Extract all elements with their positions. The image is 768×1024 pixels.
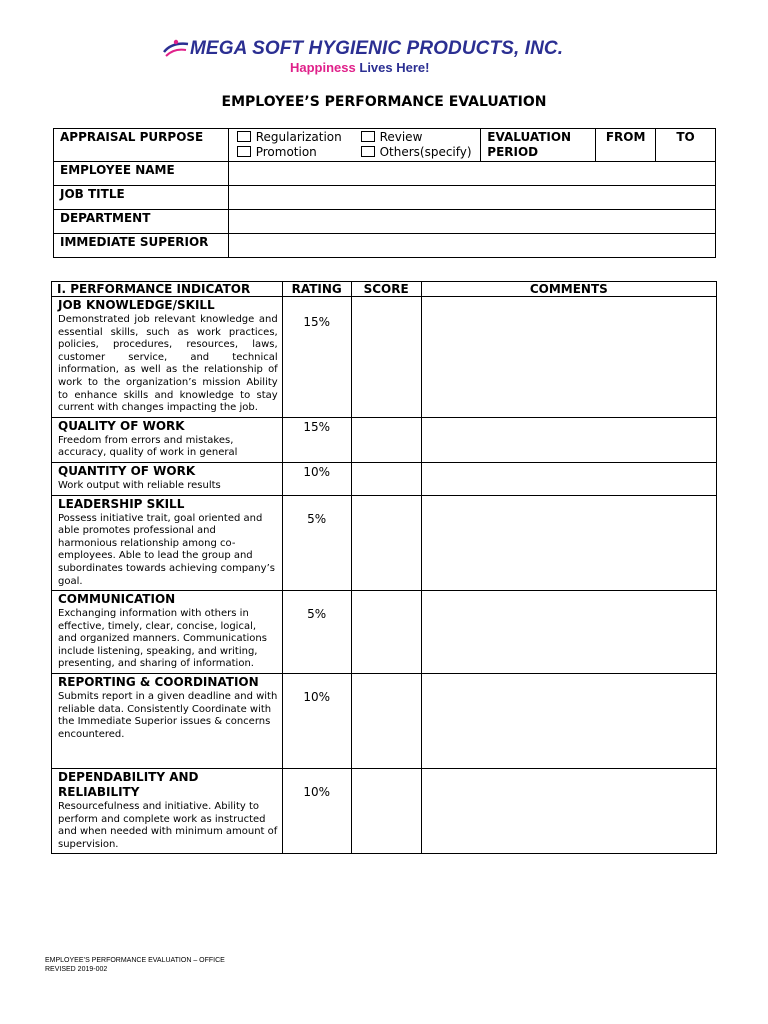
score-cell[interactable]: [351, 495, 421, 591]
table-row: [52, 591, 717, 674]
checkbox-promotion[interactable]: [237, 146, 251, 157]
performance-table: [51, 281, 717, 854]
rating-cell: 15%: [282, 297, 351, 418]
indicator-title: LEADERSHIP SKILL: [58, 496, 185, 511]
indicator-cell: [52, 591, 283, 674]
comments-header: COMMENTS: [421, 282, 716, 297]
comments-cell[interactable]: [421, 769, 716, 854]
indicator-cell: [52, 417, 283, 462]
indicator-cell: [52, 495, 283, 591]
checkbox-review[interactable]: [361, 131, 375, 142]
footer-form-name: EMPLOYEE’S PERFORMANCE EVALUATION – OFFICE: [45, 957, 225, 964]
comments-cell[interactable]: [421, 591, 716, 674]
checkbox-regularization[interactable]: [237, 131, 251, 142]
employee-info-table: [53, 128, 716, 258]
employee-name-field[interactable]: [228, 162, 715, 186]
from-label: FROM: [605, 130, 646, 144]
score-cell[interactable]: [351, 674, 421, 769]
score-header: SCORE: [351, 282, 421, 297]
immediate-superior-field[interactable]: [228, 234, 715, 258]
indicator-description: Freedom from errors and mistakes, accuracy, quality of work in general: [58, 434, 238, 459]
indicator-title: REPORTING & COORDINATION: [58, 675, 259, 690]
score-cell[interactable]: [351, 769, 421, 854]
indicator-title: QUALITY OF WORK: [58, 418, 185, 433]
department-field[interactable]: [228, 210, 715, 234]
rating-cell: 10%: [282, 674, 351, 769]
department-label: DEPARTMENT: [54, 210, 229, 234]
indicator-title: QUANTITY OF WORK: [58, 463, 196, 478]
indicator-cell: [52, 297, 283, 418]
indicator-header: I. PERFORMANCE INDICATOR: [52, 282, 283, 297]
to-label: TO: [676, 130, 695, 144]
table-row: [52, 297, 717, 418]
evaluation-period-label: EVALUATION PERIOD: [481, 129, 596, 162]
comments-cell[interactable]: [421, 495, 716, 591]
appraisal-purpose-label: APPRAISAL PURPOSE: [54, 129, 229, 162]
rating-cell: 15%: [282, 417, 351, 462]
company-tagline: [290, 60, 429, 75]
table-row: [52, 417, 717, 462]
comments-cell[interactable]: [421, 417, 716, 462]
indicator-description: Work output with reliable results: [58, 479, 221, 491]
rating-cell: 5%: [282, 495, 351, 591]
swoosh-icon: [162, 38, 192, 60]
footer-revision: REVISED 2019-002: [45, 966, 108, 973]
rating-cell: 5%: [282, 591, 351, 674]
company-logo: [162, 36, 582, 78]
checkbox-others[interactable]: [361, 146, 375, 157]
job-title-label: JOB TITLE: [54, 186, 229, 210]
indicator-description: Possess initiative trait, goal oriented and able promotes professional and harmonious relationship among co-employees. Able to lead the group and subordinates towards achieving company’s goal.: [58, 512, 275, 587]
indicator-title: JOB KNOWLEDGE/SKILL: [58, 298, 215, 312]
from-date-field[interactable]: [596, 129, 656, 162]
indicator-description: Submits report in a given deadline and with reliable data. Consistently Coordinate with the Immediate Superior issues & concerns encountered.: [58, 691, 278, 740]
comments-cell[interactable]: [421, 674, 716, 769]
rating-cell: 10%: [282, 769, 351, 854]
document-title: EMPLOYEE’S PERFORMANCE EVALUATION: [221, 94, 547, 110]
company-name: MEGA SOFT HYGIENIC PRODUCTS, INC.: [190, 38, 564, 59]
score-cell[interactable]: [351, 462, 421, 495]
indicator-description: Exchanging information with others in effective, timely, clear, concise, logical, and organized manners. Communications include listening, speaking, and writing, presenting, and sharing of information.: [58, 608, 267, 670]
comments-cell[interactable]: [421, 297, 716, 418]
score-cell[interactable]: [351, 417, 421, 462]
score-cell[interactable]: [351, 591, 421, 674]
employee-name-label: EMPLOYEE NAME: [54, 162, 229, 186]
to-date-field[interactable]: [656, 129, 716, 162]
page-footer: [45, 956, 225, 974]
indicator-title: COMMUNICATION: [58, 592, 176, 607]
table-row: [52, 674, 717, 769]
indicator-cell: [52, 674, 283, 769]
appraisal-purpose-options: [228, 129, 481, 162]
table-row: [52, 462, 717, 495]
option-promotion[interactable]: Promotion: [237, 145, 357, 160]
indicator-title: DEPENDABILITY AND RELIABILITY: [58, 770, 199, 800]
rating-cell: 10%: [282, 462, 351, 495]
indicator-description: Resourcefulness and initiative. Ability to perform and complete work as instructed and when needed with minimum amount of supervision.: [58, 801, 278, 850]
immediate-superior-label: IMMEDIATE SUPERIOR: [54, 234, 229, 258]
indicator-description: Demonstrated job relevant knowledge and essential skills, such as work practices, policies, procedures, resources, laws, customer service, and technical information, as well as the relationship of work to the organization’s mission Ability to enhance skills and knowledge to stay current with changes impacting the job.: [58, 314, 278, 414]
job-title-field[interactable]: [228, 186, 715, 210]
tagline-part1: Happiness: [290, 60, 356, 75]
comments-cell[interactable]: [421, 462, 716, 495]
option-others[interactable]: Others(specify): [361, 145, 472, 160]
option-regularization[interactable]: Regularization: [237, 130, 357, 145]
indicator-cell: [52, 462, 283, 495]
tagline-part2: Lives Here!: [359, 60, 430, 75]
indicator-cell: [52, 769, 283, 854]
rating-header: RATING: [282, 282, 351, 297]
score-cell[interactable]: [351, 297, 421, 418]
table-row: [52, 769, 717, 854]
table-row: [52, 495, 717, 591]
option-review[interactable]: Review: [361, 130, 423, 145]
